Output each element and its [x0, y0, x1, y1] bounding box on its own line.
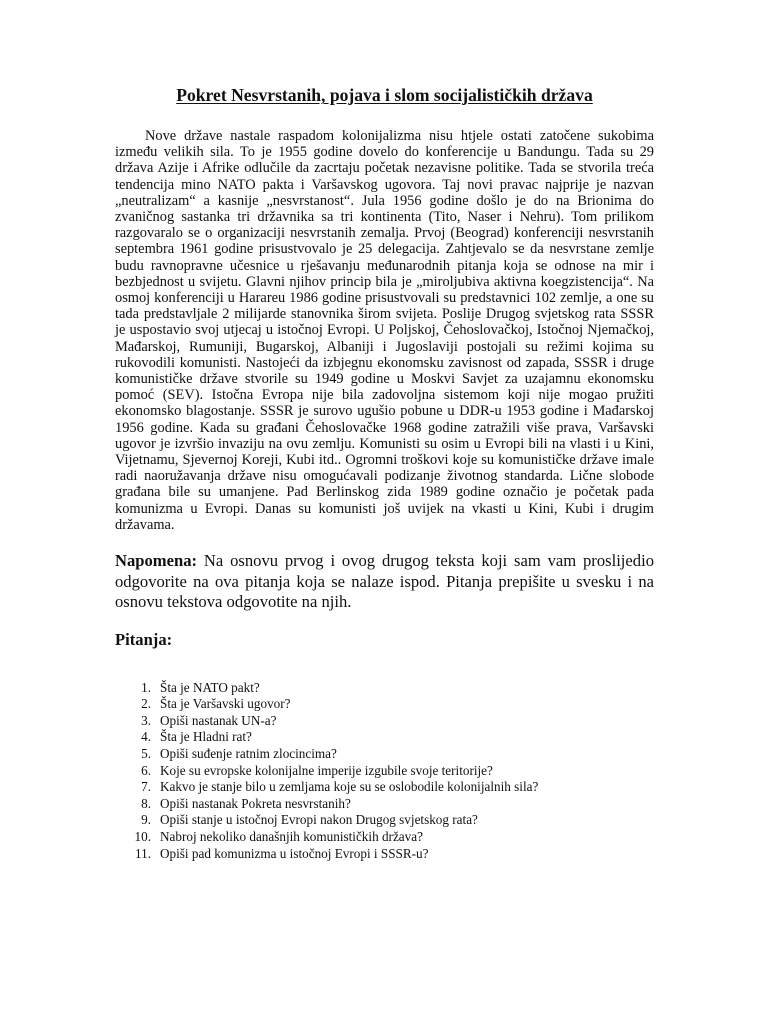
- question-text: Opiši pad komunizma u istočnoj Evropi i SSSR-u?: [160, 845, 429, 861]
- note-text: Na osnovu prvog i ovog drugog teksta koji sam vam proslijedio odgovorite na ova pitanja koja se nalaze ispod. Pitanja prepišite u svesku i na osnovu tekstova odgovotite na njih.: [115, 551, 654, 612]
- note-paragraph: [115, 551, 654, 613]
- question-number: 2.: [141, 696, 151, 712]
- question-item: [115, 779, 654, 796]
- question-number: 6.: [141, 762, 151, 778]
- question-number: 3.: [141, 712, 151, 728]
- question-number: 5.: [141, 745, 151, 761]
- question-item: [115, 729, 654, 746]
- question-number: 9.: [141, 812, 151, 828]
- question-number: 10.: [134, 828, 151, 844]
- question-text: Koje su evropske kolonijalne imperije izgubile svoje teritorije?: [160, 762, 493, 778]
- question-item: [115, 829, 654, 846]
- question-item: [115, 812, 654, 829]
- question-item: [115, 713, 654, 730]
- question-text: Šta je Varšavski ugovor?: [160, 696, 291, 712]
- question-number: 11.: [135, 845, 151, 861]
- question-text: Kakvo je stanje bilo u zemljama koje su se oslobodile kolonijalnih sila?: [160, 779, 539, 795]
- question-number: 1.: [141, 679, 151, 695]
- question-item: [115, 746, 654, 763]
- note-label: Napomena:: [115, 551, 198, 571]
- question-text: Šta je Hladni rat?: [160, 729, 252, 745]
- question-item: [115, 680, 654, 697]
- question-text: Opiši stanje u istočnoj Evropi nakon Drugog svjetskog rata?: [160, 812, 478, 828]
- question-text: Opiši nastanak UN-a?: [160, 712, 277, 728]
- question-number: 8.: [141, 795, 151, 811]
- body-paragraph: Nove države nastale raspadom kolonijalizma nisu htjele ostati zatočene sukobima između velikih sila. To je 1955 godine dovelo do konferencije u Bandungu. Tada su 29 država Azije i Afrike odlučile da zacrtaju početak nezavisne politike. Tada se stvorila treća tendencija mino NATO pakta i Varšavskog ugovora. Taj novi pravac najprije je nazvan „neutralizam“ a kasnije „nesvrstanost“. Jula 1956 godine došlo je do na Brionima do zvaničnog sastanka tri državnika sa tri kontinenta (Tito, Naser i Nehru). Tom prilikom razgovaralo se o organizaciji nesvrstanih zemalja. Prvoj (Beograd) konferenciji nesvrstanih septembra 1961 godine prisustvovalo je 25 delegacija. Zahtjevalo se da nesvrstane zemlje budu ravnopravne učesnice u rješavanju međunarodnih pitanja koja se odnose na mir i bezbjednost u svijetu. Glavni njihov princip bila je „miroljubiva aktivna koegzistencija“. Na osmoj konferenciji u Harareu 1986 godine prisustvovali su predstavnici 102 zemlje, a one su tada predstavljale 2 milijarde stanovnika širom svijeta. Poslije Drugog svjetskog rata SSSR je uspostavio svoj utjecaj u istočnoj Evropi. U Poljskoj, Čehoslovačkoj, Istočnoj Njemačkoj, Mađarskoj, Rumuniji, Bugarskoj, Albaniji i Jugoslaviji postojali su režimi kojima su rukovodili komunisti. Nastojeći da izbjegnu ekonomsku zavisnost od zapada, SSSR i druge komunističke države stvorile su 1949 godine u Moskvi Savjet za uzajamnu ekonomsku pomoć (SEV). Istočna Evropa nije bila zadovoljna sistemom koji nije mogao pružiti ekonomsko blagostanje. SSSR je surovo ugušio pobune u DDR-u 1953 godine i Mađarskoj 1956 godine. Kada su građani Čehoslovačke 1968 godine zatražili više prava, Varšavski ugovor je izvršio invaziju na ovu zemlju. Komunisti su osim u Evropi bili na vlasti i u Kini, Vijetnamu, Sjevernoj Koreji, Kubi itd.. Ogromni troškovi koje su komunističke države imale radi naoružavanja države nisu omogućavali podizanje životnog standarda. Lične slobode građana bile su umanjene. Pad Berlinskog zida 1989 godine označio je početak pada komunizma u Evropi. Danas su komunisti još uvijek na vkasti u Kini, Kubi i drugim državama.: [115, 128, 654, 533]
- question-item: [115, 696, 654, 713]
- question-item: [115, 796, 654, 813]
- document-title: Pokret Nesvrstanih, pojava i slom socijalističkih država: [176, 85, 593, 105]
- question-text: Šta je NATO pakt?: [160, 679, 260, 695]
- questions-list: [115, 680, 654, 863]
- question-text: Nabroj nekoliko današnjih komunističkih država?: [160, 828, 423, 844]
- questions-heading: Pitanja:: [115, 629, 173, 649]
- question-text: Opiši suđenje ratnim zlocincima?: [160, 745, 337, 761]
- question-number: 7.: [141, 779, 151, 795]
- question-item: [115, 846, 654, 863]
- question-text: Opiši nastanak Pokreta nesvrstanih?: [160, 795, 351, 811]
- question-item: [115, 763, 654, 780]
- question-number: 4.: [141, 729, 151, 745]
